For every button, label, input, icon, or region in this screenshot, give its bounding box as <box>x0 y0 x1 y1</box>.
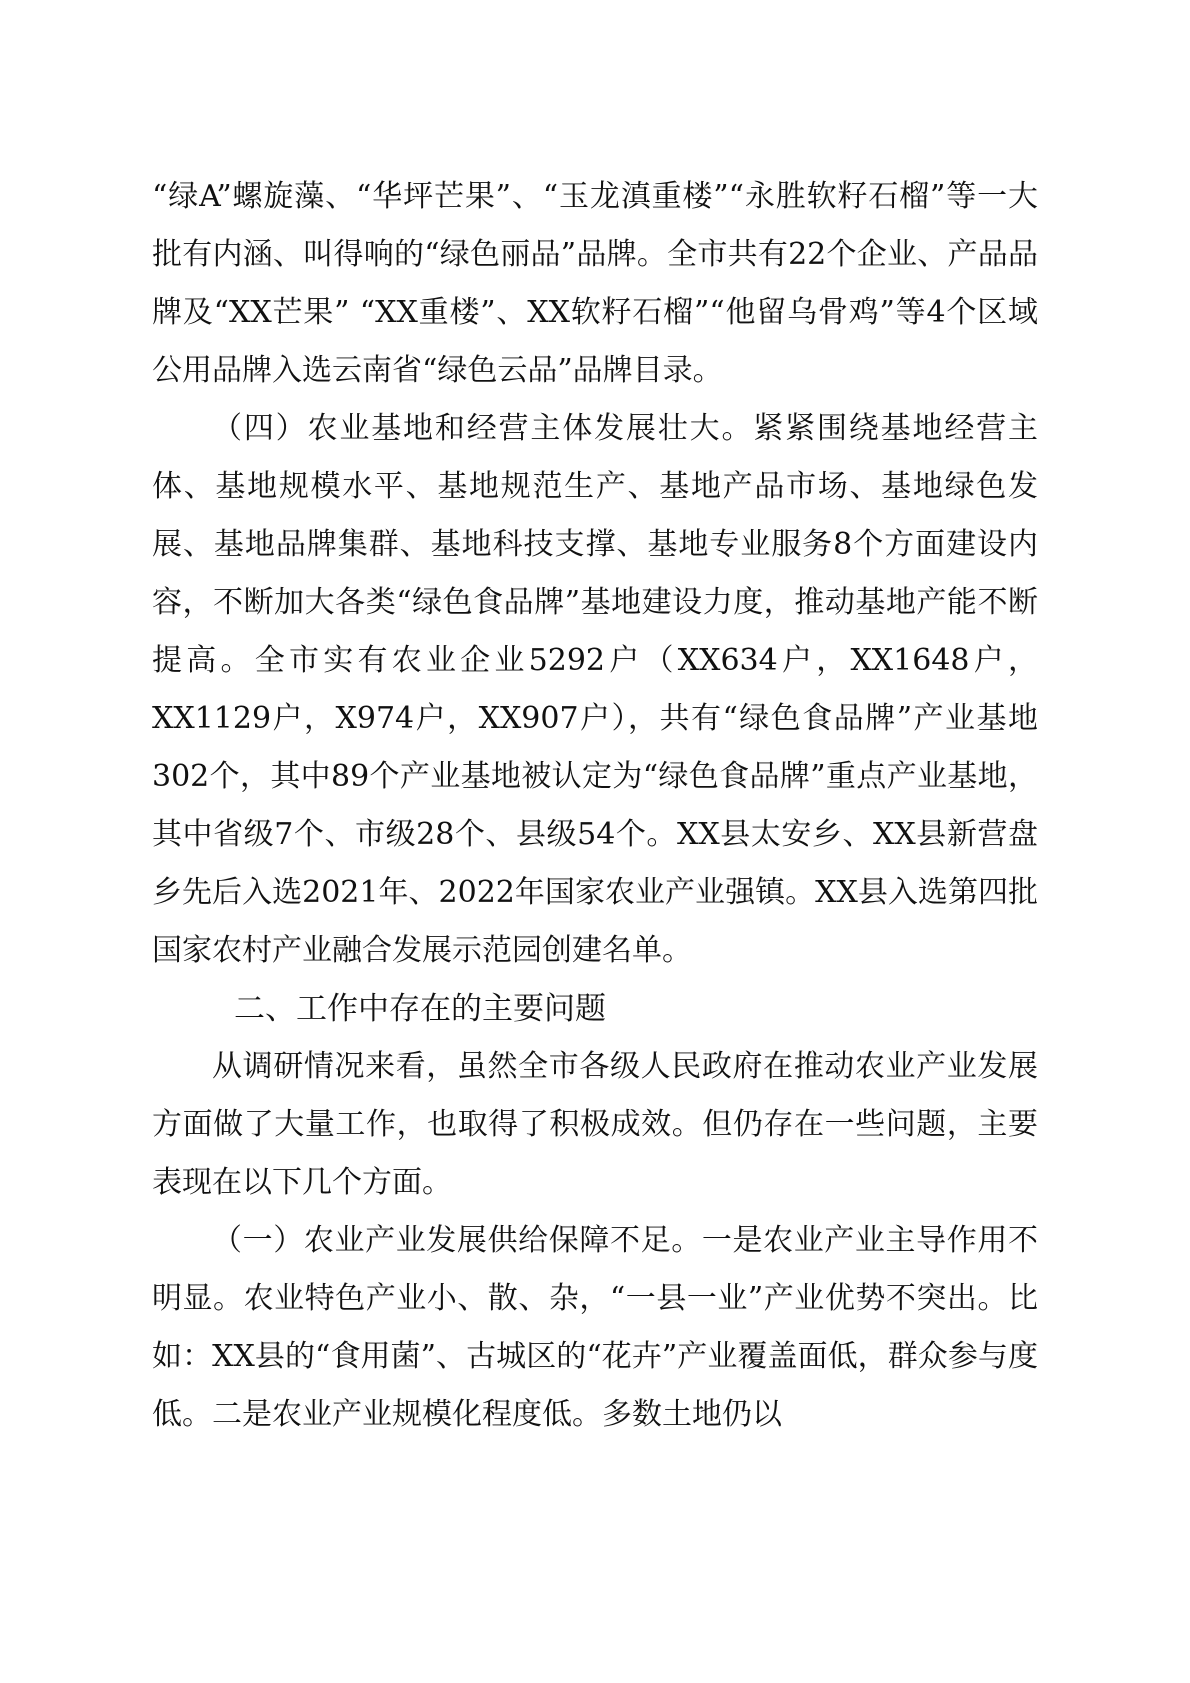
document-page <box>152 168 1038 1444</box>
paragraph-agricultural-bases: （四）农业基地和经营主体发展壮大。紧紧围绕基地经营主体、基地规模水平、基地规范生产、基地产品市场、基地绿色发展、基地品牌集群、基地科技支撑、基地专业服务8个方面建设内容，不断加大各类“绿色食品牌”基地建设力度，推动基地产能不断提高。全市实有农业企业5292户（XX634户，XX1648户，XX1129户，X974户，XX907户），共有“绿色食品牌”产业基地302个，其中89个产业基地被认定为“绿色食品牌”重点产业基地，其中省级7个、市级28个、县级54个。XX县太安乡、XX县新营盘乡先后入选2021年、2022年国家农业产业强镇。XX县入选第四批国家农村产业融合发展示范园创建名单。 <box>152 411 1038 968</box>
paragraph-brand-list: “绿A”螺旋藻、“华坪芒果”、“玉龙滇重楼”“永胜软籽石榴”等一大批有内涵、叫得响的“绿色丽品”品牌。全市共有22个企业、产品品牌及“XX芒果” “XX重楼”、XX软籽石榴”“他留乌骨鸡”等4个区域公用品牌入选云南省“绿色云品”品牌目录。 <box>152 179 1038 388</box>
paragraph-research-overview: 从调研情况来看，虽然全市各级人民政府在推动农业产业发展方面做了大量工作，也取得了积极成效。但仍存在一些问题，主要表现在以下几个方面。 <box>152 1049 1038 1200</box>
paragraph-supply-shortage: （一）农业产业发展供给保障不足。一是农业产业主导作用不明显。农业特色产业小、散、杂，“一县一业”产业优势不突出。比如：XX县的“食用菌”、古城区的“花卉”产业覆盖面低，群众参与度低。二是农业产业规模化程度低。多数土地仍以 <box>152 1223 1038 1432</box>
section-heading-main-problems: 二、工作中存在的主要问题 <box>234 991 606 1027</box>
